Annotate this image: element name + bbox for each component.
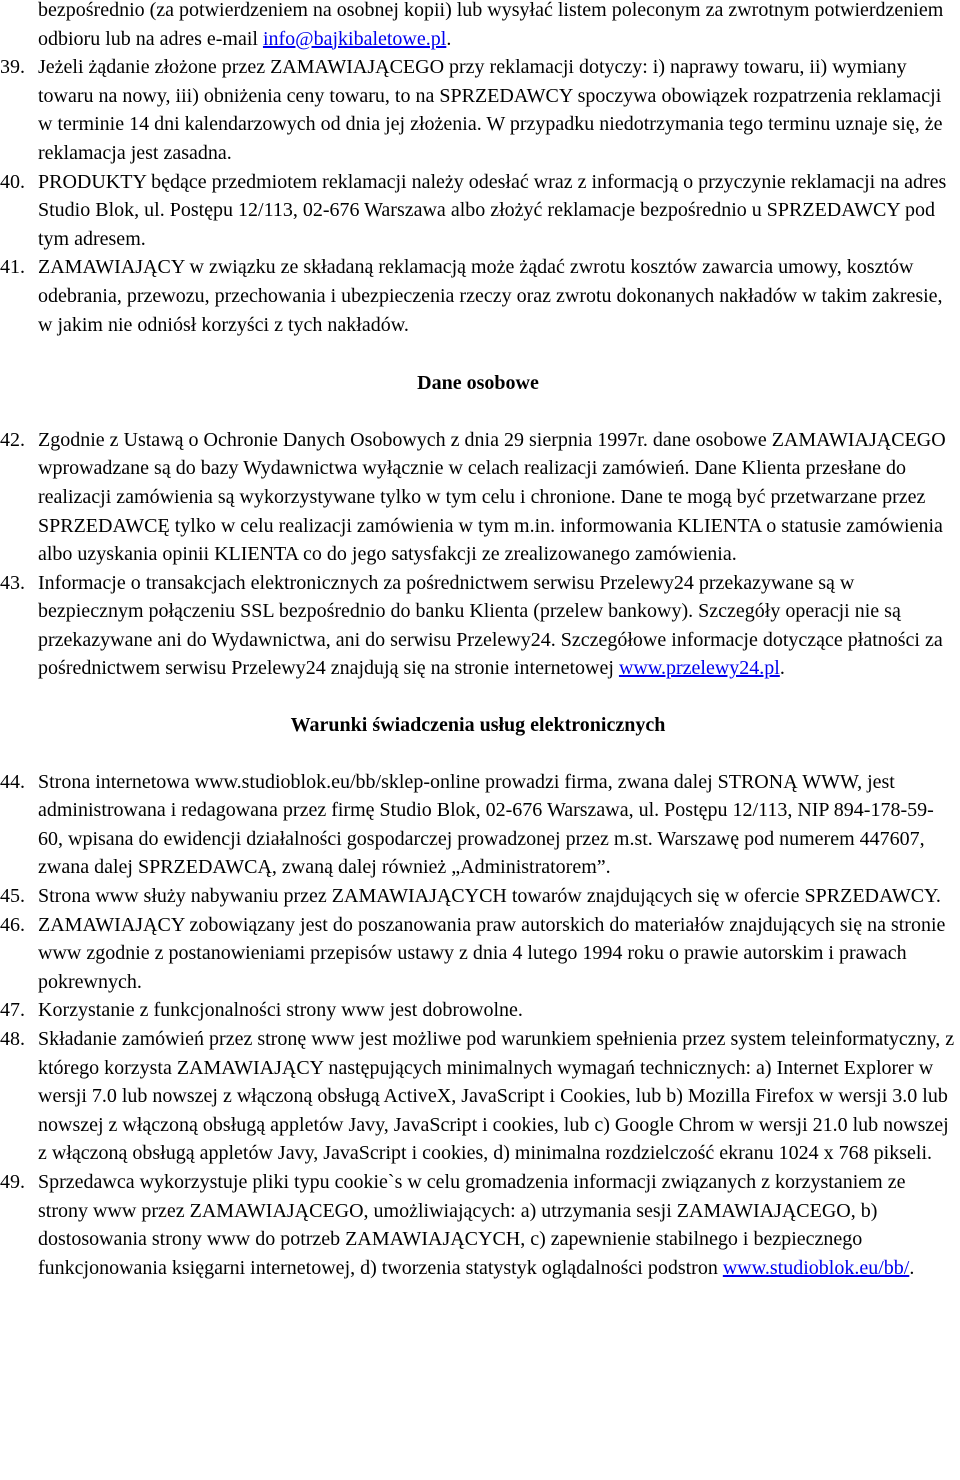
paragraph-text: bezpośrednio (za potwierdzeniem na osobnej kopii) lub wysyłać listem poleconym za zwrotnym potwierdzeniem odbioru lub na adres e-mail xyxy=(38,0,944,50)
paragraph-38-continuation xyxy=(0,0,956,53)
paragraph-text: Informacje o transakcjach elektronicznych za pośrednictwem serwisu Przelewy24 przekazywane są w bezpiecznym połączeniu SSL bezpośrednio do banku Klienta (przelew bankowy). Szczegóły operacji nie są przekazywane ani do Wydawnictwa, ani do serwisu Przelewy24. Szczegółowe informacje dotyczące płatności za pośrednictwem serwisu Przelewy24 znajdują się na stronie internetowej xyxy=(38,571,943,680)
paragraph-number: 49. xyxy=(0,1170,25,1193)
paragraph-text: Składanie zamówień przez stronę www jest możliwe pod warunkiem spełnienia przez system teleinformatyczny, z którego korzysta ZAMAWIAJĄCY następujących minimalnych wymagań technicznych: a) Internet Explorer w wersji 7.0 lub nowszej z włączoną obsługą ActiveX, JavaScript i Cookies, lub b) Mozilla Firefox w wersji 3.0 lub nowszej z włączoną obsługą appletów Javy, JavaScript i cookies, lub c) Google Chrom w wersji 21.0 lub nowszej z włączoną obsługą appletów Javy, JavaScript i cookies, d) minimalna rozdzielczość ekranu 1024 x 768 pikseli. xyxy=(38,1028,955,1165)
paragraph-text: Strona internetowa www.studioblok.eu/bb/sklep-online prowadzi firma, zwana dalej STRONĄ WWW, jest administrowana i redagowana przez firmę Studio Blok, 02-676 Warszawa, ul. Postępu 12/113, NIP 894-178-59-60, wpisana do ewidencji działalności gospodarczej prowadzonej przez m.st. Warszawę pod numerem 447607, zwana dalej SPRZEDAWCĄ, zwaną dalej również „Administratorem”. xyxy=(38,770,934,879)
paragraph-number: 42. xyxy=(0,428,25,451)
paragraph-42 xyxy=(0,426,956,569)
paragraph-number: 46. xyxy=(0,913,25,936)
paragraph-number: 43. xyxy=(0,571,25,594)
paragraph-47 xyxy=(0,996,956,1025)
paragraph-number: 41. xyxy=(0,256,25,279)
paragraph-text: Zgodnie z Ustawą o Ochronie Danych Osobowych z dnia 29 sierpnia 1997r. dane osobowe ZAMAWIAJĄCEGO wprowadzane są do bazy Wydawnictwa wyłącznie w celach realizacji zamówień. Dane Klienta przesłane do realizacji zamówienia są wykorzystywane tylko w tym celu i chronione. Dane te mogą być przetwarzane przez SPRZEDAWCĘ tylko w celu realizacji zamówienia w tym m.in. informowania KLIENTA o statusie zamówienia albo uzyskania opinii KLIENTA co do jego satysfakcji ze zrealizowanego zamówienia. xyxy=(38,428,946,566)
paragraph-44 xyxy=(0,768,956,882)
paragraph-number: 47. xyxy=(0,999,25,1022)
section-heading-personal-data: Dane osobowe xyxy=(417,372,539,395)
paragraph-text: Korzystanie z funkcjonalności strony www jest dobrowolne. xyxy=(38,999,523,1022)
paragraph-41 xyxy=(0,253,956,339)
paragraph-46 xyxy=(0,911,956,997)
paragraph-text: Strona www służy nabywaniu przez ZAMAWIAJĄCYCH towarów znajdujących się w ofercie SPRZEDAWCY. xyxy=(38,885,941,908)
paragraph-number: 45. xyxy=(0,885,25,908)
paragraph-number: 48. xyxy=(0,1028,25,1050)
paragraph-text: Jeżeli żądanie złożone przez ZAMAWIAJĄCEGO przy reklamacji dotyczy: i) naprawy towaru, ii) wymiany towaru na nowy, iii) obniżenia ceny towaru, to na SPRZEDAWCY spoczywa obowiązek rozpatrzenia reklamacji w terminie 14 dni kalendarzowych od dnia jej złożenia. W przypadku niedotrzymania tego terminu uznaje się, że reklamacja jest zasadna. xyxy=(38,56,943,164)
section-heading-electronic-services: Warunki świadczenia usług elektronicznych xyxy=(290,714,666,737)
punctuation: . xyxy=(909,1256,915,1279)
paragraph-49 xyxy=(0,1168,956,1282)
paragraph-text: ZAMAWIAJĄCY w związku ze składaną reklamacją może żądać zwrotu kosztów zawarcia umowy, kosztów odebrania, przewozu, przechowania i ubezpieczenia rzeczy oraz zwrotu dokonanych nakładów w takim zakresie, w jakim nie odniósł korzyści z tych nakładów. xyxy=(38,256,943,336)
studioblok-link[interactable]: www.studioblok.eu/bb/ xyxy=(722,1256,910,1279)
paragraph-43 xyxy=(0,569,956,683)
email-link[interactable]: info@bajkibaletowe.pl xyxy=(262,27,447,50)
paragraph-number: 39. xyxy=(0,56,25,79)
przelewy24-link[interactable]: www.przelewy24.pl xyxy=(618,657,780,680)
paragraph-text: PRODUKTY będące przedmiotem reklamacji należy odesłać wraz z informacją o przyczynie reklamacji na adres Studio Blok, ul. Postępu 12/113, 02-676 Warszawa albo złożyć reklamacje bezpośrednio u SPRZEDAWCY pod tym adresem. xyxy=(38,170,947,250)
paragraph-number: 44. xyxy=(0,770,25,793)
punctuation: . xyxy=(446,27,452,50)
paragraph-39 xyxy=(0,53,956,167)
paragraph-40 xyxy=(0,168,956,254)
paragraph-45 xyxy=(0,882,956,911)
paragraph-48 xyxy=(0,1025,956,1168)
paragraph-text: ZAMAWIAJĄCY zobowiązany jest do poszanowania praw autorskich do materiałów znajdujących się na stronie www zgodnie z postanowieniami przepisów ustawy z dnia 4 lutego 1994 roku o prawie autorskim i prawach pokrewnych. xyxy=(38,913,946,993)
paragraph-number: 40. xyxy=(0,170,25,193)
paragraph-text: Sprzedawca wykorzystuje pliki typu cookie`s w celu gromadzenia informacji związanych z korzystaniem ze strony www przez ZAMAWIAJĄCEGO, umożliwiających: a) utrzymania sesji ZAMAWIAJĄCEGO, b) dostosowania strony www do potrzeb ZAMAWIAJĄCYCH, c) zapewnienie stabilnego i bezpiecznego funkcjonowania księgarni internetowej, d) tworzenia statystyk oglądalności podstron xyxy=(38,1170,906,1279)
punctuation: . xyxy=(779,657,785,680)
